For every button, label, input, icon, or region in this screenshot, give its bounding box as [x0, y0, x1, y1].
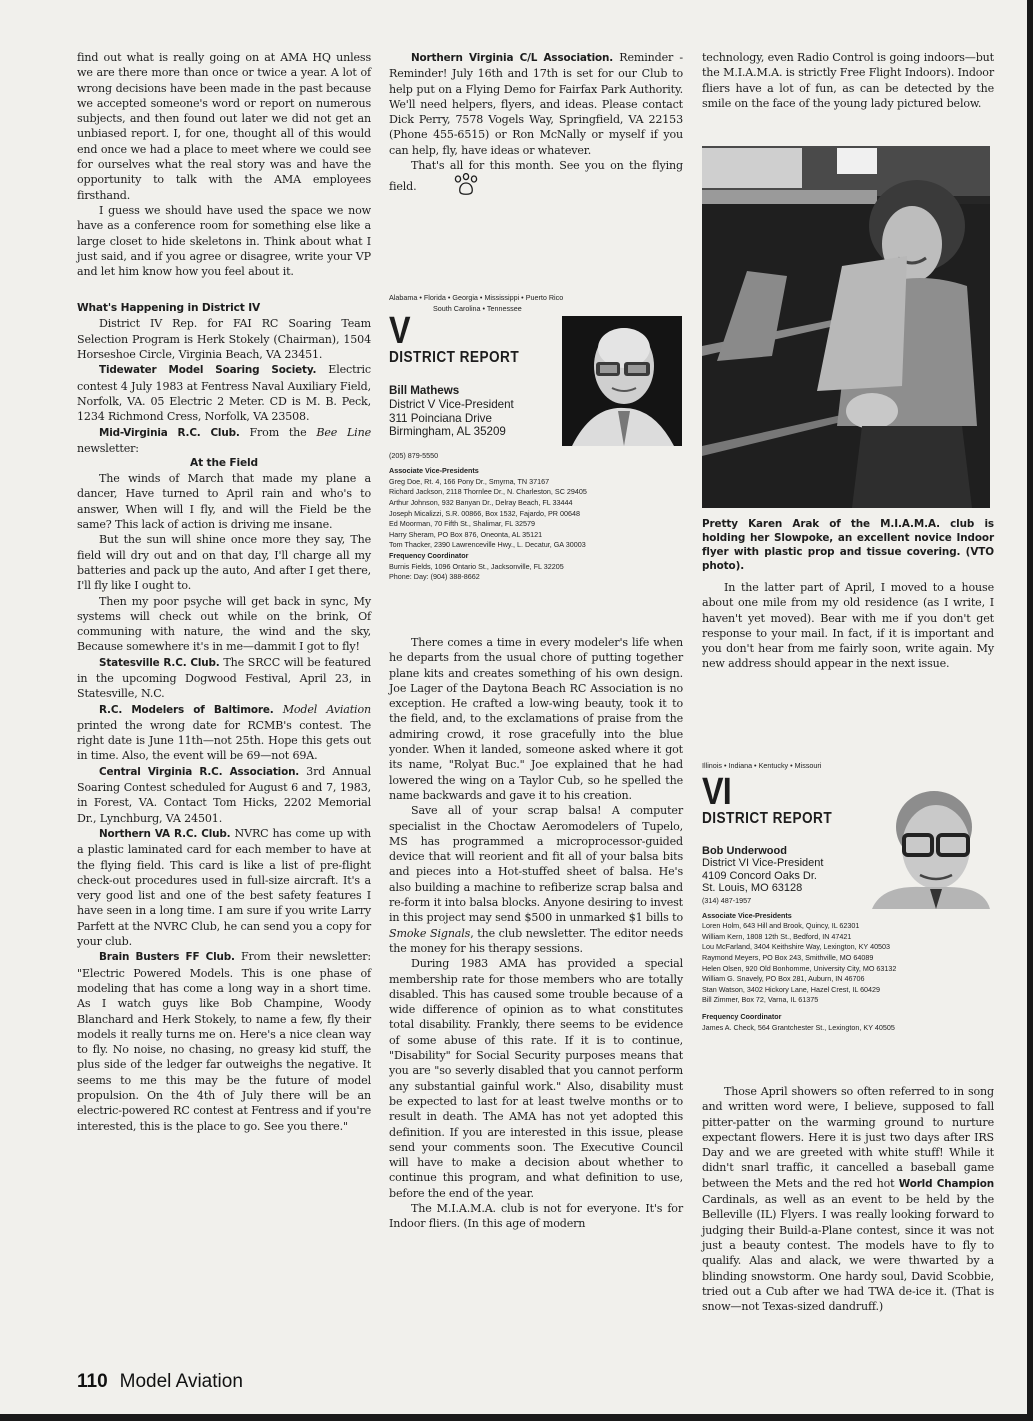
- list-item: Loren Holm, 643 Hill and Brook, Quincy, IL 62301: [702, 921, 860, 931]
- vp-city: Birmingham, AL 35209: [389, 425, 506, 439]
- magazine-title: Model Aviation: [273, 702, 371, 716]
- emphasis: World Champion: [898, 1177, 994, 1190]
- list-item: Bill Zimmer, Box 72, Varna, IL 61375: [702, 995, 819, 1005]
- page-footer: [77, 1371, 243, 1393]
- list-item: Arthur Johnson, 932 Banyan Dr., Delray Beach, FL 33444: [389, 497, 573, 507]
- paragraph: Tidewater Model Soaring Society. Electric contest 4 July 1983 at Fentress Naval Auxiliary Field, Norfolk, VA. 05 Electric 2 Meter. CD is M. B. Peck, 1234 Richmond Cress, Norfolk, VA 23508.: [77, 363, 371, 424]
- club-name: Brain Busters FF Club.: [99, 951, 235, 964]
- paragraph: find out what is really going on at AMA HQ unless we are there more than once or twice a year. A lot of wrong decisions have been made in the past because we accepted someone's word or report on numerous subjects, and then found out later we did not get an unbiased report. I, for one, thought all of this would end once we had a place to meet where we could see for ourselves what the real story was and have the opportunity to talk with the AMA employees firsthand.: [77, 51, 371, 202]
- club-name: Northern VA R.C. Club.: [99, 827, 231, 840]
- poem-title: At the Field: [190, 457, 258, 470]
- list-item: Richard Jackson, 2118 Thornlee Dr., N. Charleston, SC 29405: [389, 487, 587, 497]
- list-item: Raymond Meyers, PO Box 243, Smithville, MO 64089: [702, 953, 874, 962]
- club-name: Northern Virginia C/L Association.: [411, 52, 614, 64]
- club-name: Mid-Virginia R.C. Club.: [99, 426, 240, 439]
- paragraph: Mid-Virginia R.C. Club. From the Bee Line newsletter:: [77, 425, 371, 455]
- newsletter-title: Bee Line: [316, 425, 371, 439]
- club-name: R.C. Modelers of Baltimore.: [99, 703, 274, 716]
- photo-caption-block: [702, 517, 994, 672]
- column-1: [77, 50, 371, 1134]
- paragraph: During 1983 AMA has provided a special membership rate for those members who are totally disabled. This has caused some trouble because of a wide difference of opinion as to what constitutes total disability. Frankly, there seems to be evidence of some abuse of this rate. If it is to continue, "Disability" for Social Security purposes means that you are "so severly disabled that you cannot perform any substantial gainful work." Also, disability must be expected to last for at least twelve months or to result in death. The AMA has not yet adopted this definition. If you are interested in this issue, please send your comments soon. The Executive Council will have to make a decision about whether to continue this program, and what definition to use, before the end of the year.: [389, 957, 683, 1200]
- associate-vp-list: Associate Vice-Presidents Greg Doe, Rt. 4, 166 Pony Dr., Smyrna, TN 37167 Richard Jackson, 2118 Thornlee Dr., N. Charleston, SC 29405 Arthur Johnson, 932 Banyan Dr., Delray Beach, FL 33444 Joseph Micalizzi, S.R. 00866, Box 1532, Fajardo, PR 00648 Ed Moorman, 70 Fifth St., Shalimar, FL 32579 Harry Sheram, PO Box 876, Oneonta, AL 35121 Tom Thacker, 2390 Lawrenceville Hwy., L. Decatur, GA 30003 Frequency Coordinator Burnis Fields, 1096 Ontario St., Jacksonville, FL 32205 Phone: Day: (904) 388-8662: [389, 466, 689, 583]
- list-item: Ed Moorman, 70 Fifth St., Shalimar, FL 32579: [389, 519, 535, 529]
- scan-border: [0, 1414, 1033, 1421]
- vp-role: District V Vice-President: [389, 397, 514, 411]
- list-item: William G. Snavely, PO Box 281, Auburn, IN 46706: [702, 974, 865, 984]
- paragraph: District IV Rep. for FAI RC Soaring Team Selection Program is Herk Stokely (Chairman), 1504 Horseshoe Circle, Virginia Beach, VA 23451.: [77, 317, 371, 362]
- poem-stanza: But the sun will shine once more they say, The field will dry out and on that day, I'll charge all my batteries and pack up the auto, And after I get there, I'll fly like I ought to.: [77, 533, 371, 593]
- column-3-continued: [702, 1084, 994, 1314]
- column-3: [702, 50, 994, 111]
- list-item: Stan Watson, 3402 Hickory Lane, Hazel Crest, IL 60429: [702, 984, 881, 994]
- list-item: William Kern, 1808 12th St., Bedford, IN 47421: [702, 931, 852, 941]
- club-name: Tidewater Model Soaring Society.: [99, 364, 317, 377]
- paw-print-icon: [431, 173, 479, 201]
- paragraph: Those April showers so often referred to in song and written word were, I believe, supposed to fall pitter-patter on the warming ground to nurture expectant flowers. Here it is just two days after IRS Day and we are greeted with white stuff! While it didn't snarl traffic, it cancelled a baseball game between the Mets and the red hot World Champion Cardinals, as well as an event to be held by the Belleville (IL) Flyers. I was really looking forward to judging their Build-a-Plane contest, since it was not just a beauty contest. The models have to fly to qualify. Alas and alack, we were thwarted by a blinding snowstorm. One hardy soul, David Scobbie, tried out a Cub after we had TWA de-ice it. (That is snow—not Texas-sized dandruff.): [702, 1085, 994, 1314]
- list-item: Phone: Day: (904) 388-8662: [389, 572, 480, 582]
- newsletter-title: Smoke Signals: [389, 926, 471, 940]
- section-heading: What's Happening in District IV: [77, 302, 261, 315]
- district-title: DISTRICT REPORT: [702, 810, 833, 827]
- publication-name: Model Aviation: [119, 1371, 243, 1392]
- vp-phone: (205) 879-5550: [389, 451, 439, 461]
- vp-name: Bill Mathews: [389, 384, 460, 397]
- district-number: VI: [702, 771, 731, 813]
- list-item: Harry Sheram, PO Box 876, Oneonta, AL 35121: [389, 529, 543, 539]
- paragraph: In the latter part of April, I moved to a house about one mile from my old residence (as I write, I haven't yet moved). Bear with me if you don't get response to your mail. In fact, if it is important and you don't hear from me fairly soon, write again. My new address should appear in the next issue.: [702, 581, 994, 671]
- paragraph: Brain Busters FF Club. From their newsletter: "Electric Powered Models. This is one phase of modeling that has come a long way in a short time. As I watch guys like Bob Champine, Woody Blanchard and Herk Stokely, to name a few, fly their models it really turns me on. Here's a nice clean way to fly. No noise, no chasing, no greasy kid stuff, the plus side of the ledger far outweighs the negative. It seems to me this may be the future of model propulsion. On the 4th of July there will be an electric-powered RC contest at Fentress and if you're interested, this is the place to go. See you there.": [77, 950, 371, 1133]
- associate-vp-list: Associate Vice-Presidents Loren Holm, 643 Hill and Brook, Quincy, IL 62301 William Kern, 1808 12th St., Bedford, IN 47421 Lou McFarland, 3404 Keithshire Way, Lexington, KY 40503 Raymond Meyers, PO Box 243, Smithville, MO 64089 Helen Olsen, 920 Old Bonhomme, University City, MO 63132 William G. Snavely, PO Box 281, Auburn, IN 46706 Stan Watson, 3402 Hickory Lane, Hazel Crest, IL 60429 Bill Zimmer, Box 72, Varna, IL 61375 Frequency Coordinator James A. Check, 564 Grantchester St., Lexington, KY 40505: [702, 911, 1002, 1034]
- paragraph: technology, even Radio Control is going indoors—but the M.I.A.M.A. is strictly Free Flight Indoors). Indoor fliers have a lot of fun, as can be detected by the smile on the face of the young lady pictured below.: [702, 51, 994, 110]
- paragraph: There comes a time in every modeler's life when he departs from the usual chore of putting together plane kits and creates something of his own design. Joe Lager of the Daytona Beach RC Association is no exception. He crafted a low-wing beauty, took it to the field, and, to the exclamations of praise from the admiring crowd, it rose gracefully into the blue yonder. When it landed, someone asked where it got its name, "Rolyat Buc." Joe explained that he had lowered the wing on a Taylor Cub, so he spelled the name backwards and gave it to his creation.: [389, 636, 683, 802]
- list-item: Lou McFarland, 3404 Keithshire Way, Lexington, KY 40503: [702, 942, 891, 952]
- paragraph: Northern Virginia C/L Association. Reminder - Reminder! July 16th and 17th is set for our Club to help put on a Flying Demo for Fairfax Park Authority. We'll need helpers, flyers, and ideas. Please contact Dick Perry, 7578 Vogels Way, Springfield, VA 22153 (Phone 455-6515) or Ron McNally or myself if you can help, fly, have ideas or whatever.: [389, 51, 683, 157]
- list-item: Helen Olsen, 920 Old Bonhomme, University City, MO 63132: [702, 963, 897, 973]
- list-item: James A. Check, 564 Grantchester St., Lexington, KY 40505: [702, 1022, 895, 1032]
- poem-stanza: Then my poor psyche will get back in sync, My systems will check out while on the brink, Of communing with nature, the wind and the sky, Because somewhere it's in me—dammit I got to fly!: [77, 594, 371, 654]
- paragraph: I guess we should have used the space we now have as a conference room for something else like a large closet to hide skeletons in. Think about what I just said, and if you agree or disagree, write your VP and let him know how you feel about it.: [77, 203, 371, 279]
- vp-street: 311 Poinciana Drive: [389, 411, 492, 425]
- vp-role: District VI Vice-President: [702, 857, 824, 870]
- paragraph: Statesville R.C. Club. The SRCC will be featured in the upcoming Dogwood Festival, April 23, in Statesville, N.C.: [77, 655, 371, 701]
- club-name: Central Virginia R.C. Association.: [99, 765, 300, 778]
- paragraph: Northern VA R.C. Club. NVRC has come up with a plastic laminated card for each member to have at the flying field. This card is like a list of pre-flight check-out procedures used in full-size aircraft. It's a very good list and one of the best safety features I have seen in a long time. I am sure if you write Larry Parfett at the NVRC Club, he can send you a copy for your club.: [77, 826, 371, 949]
- vp-street: 4109 Concord Oaks Dr.: [702, 869, 817, 882]
- paragraph: Central Virginia R.C. Association. 3rd Annual Soaring Contest scheduled for August 6 and 7, 1983, in Forest, VA. Contact Tom Hicks, 2202 Memorial Dr., Lynchburg, VA 24501.: [77, 764, 371, 825]
- list-item: Greg Doe, Rt. 4, 166 Pony Dr., Smyrna, TN 37167: [389, 476, 550, 486]
- paragraph: Save all of your scrap balsa! A computer specialist in the Choctaw Aeromodelers of Tupelo, MS has programmed a microprocessor-guided device that will reorient and fit all of your balsa bits and pieces into a Hot-stuffed sheet of balsa. He's also building a machine to refiberize scrap balsa and re-form it into balsa blocks. Anyone desiring to invest in this project may send $500 in unmarked $1 bills to Smoke Signals, the club newsletter. The editor needs the money for his therapy sessions.: [389, 804, 683, 955]
- vp-city: St. Louis, MO 63128: [702, 882, 803, 895]
- column-2-continued: [389, 635, 683, 1232]
- district-number: V: [389, 310, 410, 352]
- portrait-photo-bob-underwood: [872, 785, 990, 909]
- column-2: [389, 50, 683, 202]
- district-title: DISTRICT REPORT: [389, 349, 520, 366]
- page-number: 110: [77, 1371, 108, 1392]
- paragraph: R.C. Modelers of Baltimore. Model Aviation printed the wrong date for RCMB's contest. The right date is June 11th—not 25th. Hope this gets out in time. Also, the event will be 69—not 69A.: [77, 702, 371, 763]
- portrait-photo-bill-mathews: [562, 316, 682, 446]
- photo-karen-arak-with-slowpoke: [702, 146, 990, 508]
- vp-name: Bob Underwood: [702, 845, 787, 857]
- column-3-text: [702, 580, 994, 672]
- list-item: Joseph Micalizzi, S.R. 00866, Box 1532, Fajardo, PR 00648: [389, 508, 580, 518]
- list-item: Tom Thacker, 2390 Lawrenceville Hwy., L. Decatur, GA 30003: [389, 540, 586, 550]
- vp-phone: (314) 487-1957: [702, 895, 752, 905]
- poem-stanza: The winds of March that made my plane a dancer, Have turned to April rain and who's to answer, When will I fly, and will the Field be the same? This lack of action is driving me insane.: [77, 472, 371, 532]
- list-item: Burnis Fields, 1096 Ontario St., Jacksonville, FL 32205: [389, 561, 564, 571]
- paragraph: That's all for this month. See you on the flying field.: [389, 158, 683, 202]
- paragraph: The M.I.A.M.A. club is not for everyone. It's for Indoor fliers. (In this age of modern: [389, 1201, 683, 1231]
- club-name: Statesville R.C. Club.: [99, 656, 220, 669]
- district-states: Illinois • Indiana • Kentucky • Missouri: [702, 761, 822, 770]
- photo-caption: Pretty Karen Arak of the M.I.A.M.A. club is holding her Slowpoke, an excellent novice Indoor flyer with plastic prop and tissue covering. (VTO photo).: [702, 518, 994, 572]
- district-states: Alabama • Florida • Georgia • Mississippi • Puerto Rico South Carolina • Tennessee: [389, 293, 564, 313]
